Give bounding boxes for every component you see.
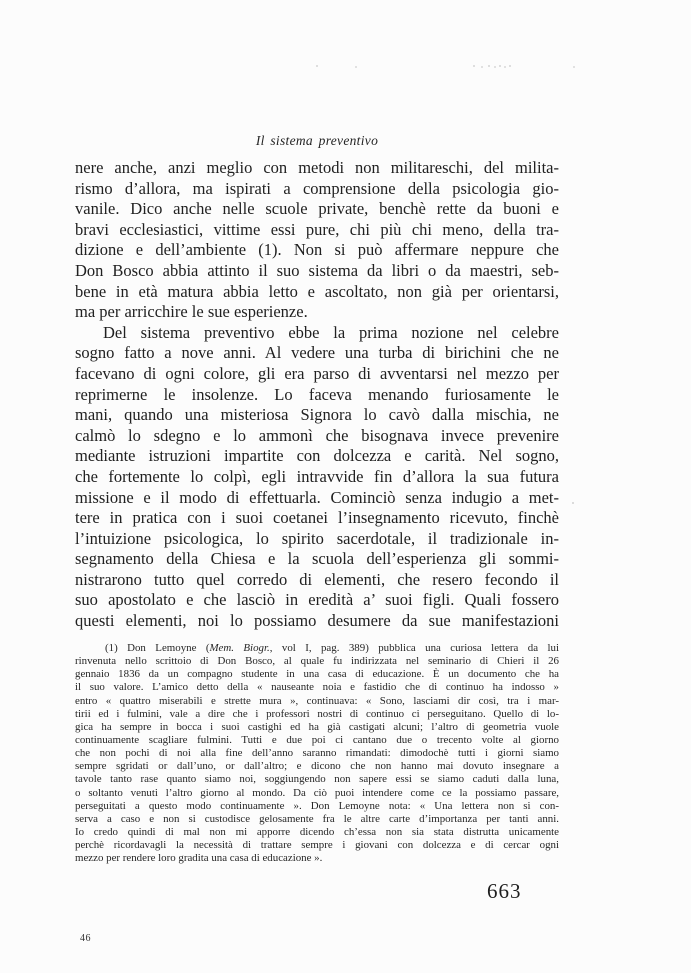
text-line: continuamente scagliare fulmini. Tutti e due poi ci cantano due o trecento volte al giorno bbox=[75, 733, 559, 746]
text-line: rismo d’allora, ma ispirati a comprensione della psicologia gio- bbox=[75, 178, 559, 198]
footnote-first-line bbox=[75, 642, 559, 655]
text-line: bravi ecclesiastici, vittime essi pure, chi più chi meno, della tra- bbox=[75, 219, 559, 239]
text-line: segnamento della Chiesa e la scuola dell’esperienza gli sommi- bbox=[75, 549, 559, 569]
text-line: mani, quando una misteriosa Signora lo cavò dalla mischia, ne bbox=[75, 405, 559, 425]
text-line: mezzo per rendere loro gradita una casa di educazione ». bbox=[75, 852, 323, 865]
text-line: tirii ed i fulmini, vale a dire che i professori nostri di continuo ci perseguitano. Quello di lo- bbox=[75, 707, 559, 720]
text-line: gica ha sempre in bocca i suoi castighi ed ha già castigati alcuni; l’altro di geometria vuole bbox=[75, 720, 559, 733]
text-line: nere anche, anzi meglio con metodi non militareschi, del milita- bbox=[75, 158, 559, 177]
text-line: dizione e dell’ambiente (1). Non si può affermare neppure che bbox=[75, 240, 559, 260]
text-line: che non pochi di noi alla fine dell’anno saranno rimandati: dimodochè tutti i giorni siamo bbox=[75, 747, 559, 760]
paragraph bbox=[75, 323, 559, 632]
text-line: entro « quattro miserabili e strette mura », continuava: « Sono, lasciami dir così, tra i mar- bbox=[75, 694, 559, 707]
text-line: reprimerne le insolenze. Lo faceva menando furiosamente le bbox=[75, 384, 559, 404]
text-line: bene in età matura abbia letto e ascoltato, non già per orientarsi, bbox=[75, 281, 559, 301]
text-line: perchè ricordavagli la necessità di trattare sempre i giovani con dolcezza e di cercar ogni bbox=[75, 839, 559, 852]
text-line: o soltanto venuti l’altro giorno al mondo. Da ciò puoi intendere come ce la possiamo passare, bbox=[75, 786, 559, 799]
text-line: tavole tanto rase quanto siamo noi, soggiungendo non sapere essi se siamo caduti dalla luna, bbox=[75, 773, 559, 786]
text-line: perseguitati a questo modo continuamente ». Don Lemoyne nota: « Una lettera non si con- bbox=[75, 799, 559, 812]
text-line: l’intuizione psicologica, lo spirito sacerdotale, il tradizionale in- bbox=[75, 528, 559, 548]
page-number: 663 bbox=[487, 879, 522, 903]
text-line: sogno fatto a nove anni. Al vedere una turba di birichini che ne bbox=[75, 343, 559, 363]
text-line: ma per arricchire le sue esperienze. bbox=[75, 302, 308, 322]
text-line: serva a caso e non si custodisce gelosamente fra le altre carte d’importanza per tanti anni. bbox=[75, 812, 559, 825]
text-line: missione e il modo di effettuarla. Cominciò senza indugio a met- bbox=[75, 487, 559, 507]
text-line: mediante istruzioni impartite con dolcezza e carità. Nel sogno, bbox=[75, 446, 559, 466]
text-line: Del sistema preventivo ebbe la prima nozione nel celebre bbox=[103, 322, 559, 342]
text-line: nistrarono tutto quel corredo di elementi, che resero fecondo il bbox=[75, 569, 559, 589]
text-line: suo apostolato e che lasciò in eredità a’ suoi figli. Quali fossero bbox=[75, 590, 559, 610]
footnote-lines bbox=[75, 655, 559, 865]
paragraph bbox=[75, 158, 559, 323]
folio-number: 46 bbox=[80, 933, 91, 944]
footnote-marker-text: (1) Don Lemoyne ( bbox=[105, 642, 210, 654]
scan-speckles bbox=[316, 65, 318, 67]
text-line: Io credo quindi di mal non mi apporre dicendo ch’essa non sia stata distrutta unicamente bbox=[75, 825, 559, 838]
text-line: Don Bosco abbia attinto il suo sistema da libri o da maestri, seb- bbox=[75, 260, 559, 280]
text-line: gennaio 1836 da un compagno studente in una casa di educazione. È un documento che ha bbox=[75, 668, 559, 681]
text-line: sempre sgridati or dall’uno, or dall’altro; e dicono che non hanno mai dovuto insegnare a bbox=[75, 760, 559, 773]
text-line: facevano di ogni colore, gli era parso di avventarsi nel mezzo per bbox=[75, 363, 559, 383]
footnote-text: , vol I, pag. 389) pubblica una curiosa lettera da lui bbox=[269, 642, 559, 654]
footnote-citation-title: Mem. Biogr. bbox=[209, 642, 270, 654]
text-line: vanile. Dico anche nelle scuole private, benchè rette da buoni e bbox=[75, 199, 559, 219]
text-line: tere in pratica con i suoi coetanei l’insegnamento ricevuto, finchè bbox=[75, 508, 559, 528]
running-header: Il sistema preventivo bbox=[255, 133, 379, 148]
text-line: che fortemente lo colpì, egli intravvide fin d’allora la sua futura bbox=[75, 466, 559, 486]
text-line: rinvenuta nello scrittoio di Don Bosco, al quale fu indirizzata nel seminario di Chieri il 26 bbox=[75, 655, 559, 668]
text-line: calmò lo sdegno e lo ammonì che bisognava invece prevenire bbox=[75, 425, 559, 445]
text-line: questi elementi, noi lo possiamo desumere da sue manifestazioni bbox=[75, 611, 559, 631]
text-line: il suo valore. L’amico detto della « nauseante noia e fastidio che di continuo ha indosso » bbox=[75, 681, 559, 694]
body-text bbox=[75, 158, 559, 632]
footnote bbox=[75, 642, 559, 865]
